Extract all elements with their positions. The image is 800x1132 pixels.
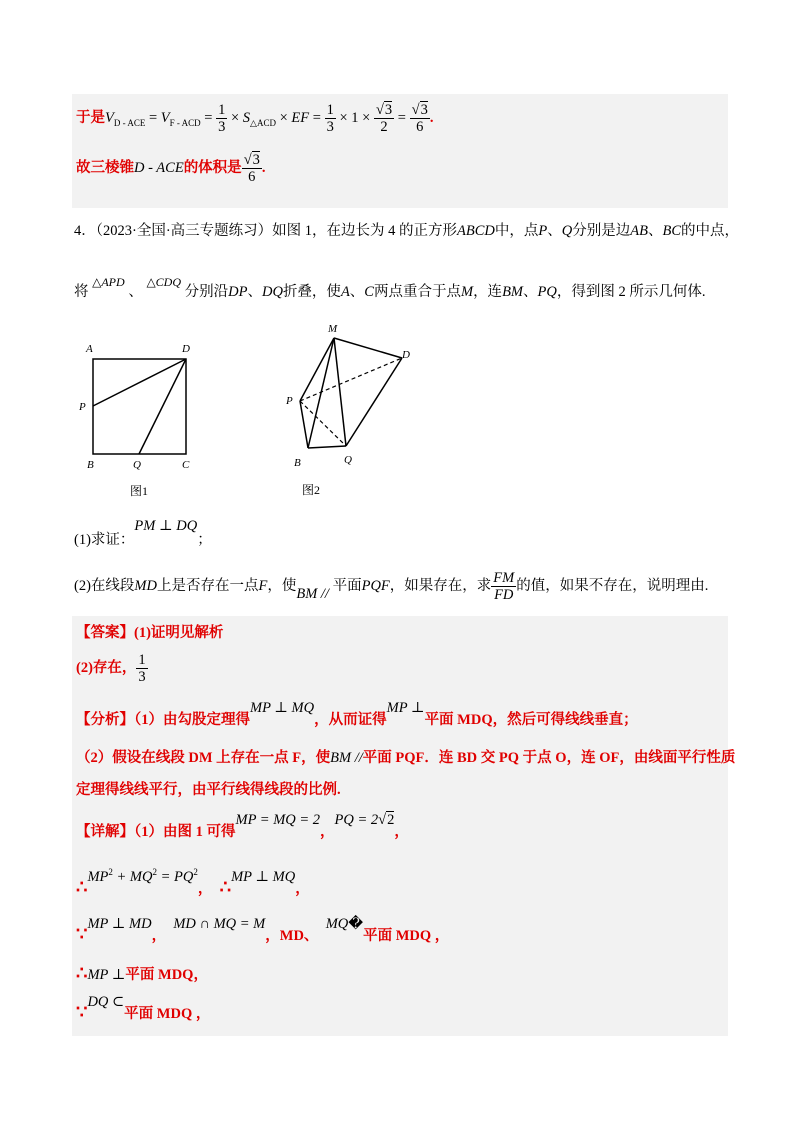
detail-3: ∵MP ⊥ MD， MD ∩ MQ = M，MD、 MQ�平面 MDQ ， [76,916,450,944]
question-2: (2)在线段MD上是否存在一点F，使BM // 平面PQF，如果存在，求 $\frac{FM}{FD}$ 的值，如果不存在，说明理由. [74,570,709,604]
analysis-1: 【分析】（1）由勾股定理得MP ⊥ MQ，从而证得MP ⊥平面 MDQ，然后可得线线垂直； [76,700,638,728]
volume-line: 于是$V_{D - ACE} = V_{F - ACD}$ = $\frac{1}{3}$ × $S_{\triangle ACD}$ × EF = $\frac{1}{3}$ × 1 × $\frac{√3}{2}$ = $\frac{√3}{6}$ . [76,102,434,136]
figure-2-solid [280,318,420,498]
problem-line-1: 4．（2023·全国·高三专题练习）如图 1，在边长为 4 的正方形ABCD中，点P、Q分别是边AB、BC的中点， [74,223,739,239]
answer-1: 【答案】(1)证明见解析 [76,625,224,641]
fig2-label-M: M [328,323,338,335]
question-1: (1)求证：PM ⊥ DQ； [74,518,212,548]
fig2-label-Q: Q [344,454,352,466]
detail-4: ∴MP ⊥平面 MDQ， [76,963,208,983]
fig1-label-P: P [79,401,86,413]
analysis-label: 【分析】 [76,712,134,728]
volume-conclusion: 故三棱锥D - ACE的体积是 $\frac{√3}{6}$ . [76,152,266,186]
answer-label: 【答案】 [76,625,134,641]
fig2-caption: 图2 [302,483,321,497]
fig1-label-A: A [86,343,93,355]
fig2-label-B: B [294,457,301,469]
fig2-label-D: D [402,349,410,361]
problem-line-2: 将 $^{\triangle APD}$ 、 $^{\triangle CDQ}$ 分别沿DP、DQ折叠，使A、C两点重合于点M，连BM、PQ，得到图 2 所示几何体. [74,275,706,300]
detail-5: ∵DQ ⊂平面 MDQ ， [76,994,211,1022]
fig2-label-P: P [286,395,293,407]
fig1-label-B: B [87,459,94,471]
fig1-caption: 图1 [130,484,149,498]
figure-1-square [78,335,208,500]
fig1-label-Q: Q [133,459,141,471]
fraction-one-third: $\frac{1}{3}$ [218,102,226,136]
fig1-label-D: D [182,343,190,355]
analysis-3: 定理得线线平行，由平行线得线段的比例. [76,782,341,798]
lead-text: 于是 [76,110,105,126]
fig1-label-C: C [182,459,190,471]
detail-2: $\therefore MP^2 + MQ^2 = PQ^2$， ∴MP ⊥ MQ， [76,867,310,897]
detail-label: 【详解】 [76,824,134,840]
answer-2: (2)存在， $\frac{1}{3}$ [76,652,146,686]
detail-1: 【详解】（1）由图 1 可得MP = MQ = 2，PQ = 2√2， [76,812,409,840]
analysis-2: （2）假设在线段 DM 上存在一点 F，使BM //平面 PQF．连 BD 交 PQ 于点 O，连 OF，由线面平行性质 [76,750,736,766]
